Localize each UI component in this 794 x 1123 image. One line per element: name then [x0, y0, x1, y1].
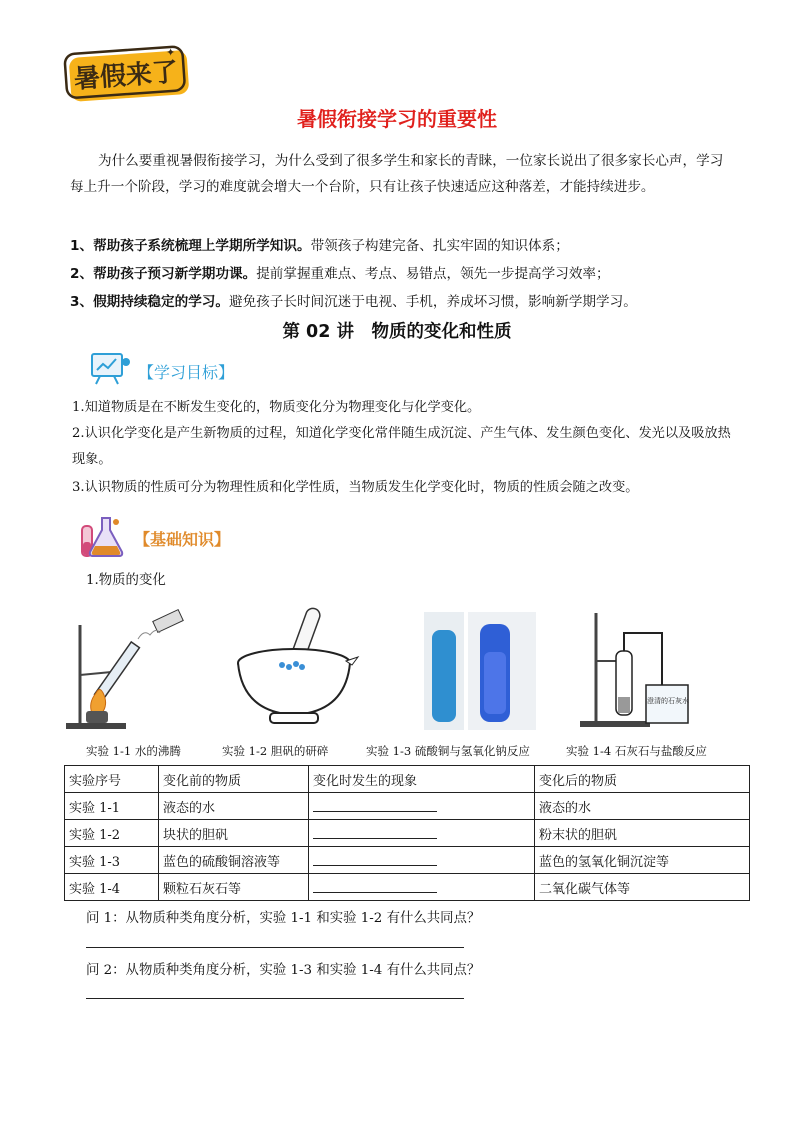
table-cell: 液态的水 — [159, 793, 309, 820]
logo-text: 暑假来了 — [73, 57, 179, 95]
figure-caption-4: 实验 1-4 石灰石与盐酸反应 — [566, 744, 707, 758]
table-header: 实验序号 — [65, 766, 159, 793]
point-rest: 避免孩子长时间沉迷于电视、手机，养成坏习惯，影响新学期学习。 — [229, 294, 637, 310]
point-number: 2、 — [70, 266, 94, 282]
point-number: 1、 — [70, 238, 94, 254]
answer-line-1[interactable] — [86, 947, 464, 948]
boiling-water-illustration — [62, 605, 192, 737]
question-2: 问 2：从物质种类角度分析，实验 1-3 和实验 1-4 有什么共同点？ — [86, 963, 481, 978]
intro-point-2 — [70, 262, 610, 282]
point-number: 3、 — [70, 294, 94, 310]
table-row — [65, 820, 750, 847]
table-cell: 蓝色的硫酸铜溶液等 — [159, 847, 309, 874]
goals-heading — [88, 352, 234, 390]
phenomenon-blank-cell — [309, 874, 535, 901]
svg-text:✦: ✦ — [166, 46, 176, 59]
flask-icon — [78, 512, 128, 564]
table-cell: 二氧化碳气体等 — [535, 874, 750, 901]
intro-point-3 — [70, 290, 637, 310]
point-rest: 提前掌握重难点、考点、易错点，领先一步提高学习效率； — [256, 266, 610, 282]
basics-heading — [78, 512, 230, 564]
answer-blank[interactable] — [313, 824, 437, 839]
figure-caption-2: 实验 1-2 胆矾的研碎 — [222, 744, 329, 758]
figure-caption-3: 实验 1-3 硫酸铜与氢氧化钠反应 — [366, 744, 530, 758]
table-cell: 粉末状的胆矾 — [535, 820, 750, 847]
experiment-table — [64, 765, 750, 901]
point-bold: 假期持续稳定的学习。 — [93, 294, 229, 310]
answer-blank[interactable] — [313, 851, 437, 866]
intro-point-1 — [70, 234, 569, 254]
basics-subheading: 1.物质的变化 — [86, 573, 166, 588]
intro-paragraph: 为什么要重视暑假衔接学习，为什么受到了很多学生和家长的青睐，一位家长说出了很多家长心声，学习每上升一个阶段，学习的难度就会增大一个台阶，只有让孩子快速适应这种落差，才能持续进步。 — [70, 153, 724, 195]
table-cell: 液态的水 — [535, 793, 750, 820]
phenomenon-blank-cell — [309, 847, 535, 874]
goals-label: 【学习目标】 — [138, 362, 235, 382]
copper-sulfate-tubes-photo — [424, 612, 536, 734]
point-bold: 帮助孩子预习新学期功课。 — [93, 266, 257, 282]
table-cell: 蓝色的氢氧化铜沉淀等 — [535, 847, 750, 874]
limewater-label: 澄清的石灰水 — [647, 697, 689, 705]
table-cell: 实验 1-3 — [65, 847, 159, 874]
table-cell: 实验 1-1 — [65, 793, 159, 820]
limestone-acid-apparatus — [578, 605, 716, 733]
table-header: 变化时发生的现象 — [309, 766, 535, 793]
point-rest: 带领孩子构建完备、扎实牢固的知识体系； — [310, 238, 569, 254]
table-header: 变化后的物质 — [535, 766, 750, 793]
goal-item-3: 3.认识物质的性质可分为物理性质和化学性质，当物质发生化学变化时，物质的性质会随之改变。 — [72, 480, 639, 495]
question-1: 问 1：从物质种类角度分析，实验 1-1 和实验 1-2 有什么共同点？ — [86, 911, 481, 926]
table-row — [65, 874, 750, 901]
page-title: 暑假衔接学习的重要性 — [297, 107, 497, 131]
mortar-pestle-illustration — [234, 605, 364, 737]
lecture-title: 第 02 讲 物质的变化和性质 — [282, 322, 512, 342]
table-cell: 实验 1-4 — [65, 874, 159, 901]
goal-item-1: 1.知道物质是在不断发生变化的，物质变化分为物理变化与化学变化。 — [72, 400, 481, 415]
answer-blank[interactable] — [313, 797, 437, 812]
goal-item-2: 2.认识化学变化是产生新物质的过程，知道化学变化常伴随生成沉淀、产生气体、发生颜色变化、发光以及吸放热现象。 — [72, 426, 731, 467]
answer-blank[interactable] — [313, 878, 437, 893]
phenomenon-blank-cell — [309, 793, 535, 820]
table-header-row — [65, 766, 750, 793]
table-header: 变化前的物质 — [159, 766, 309, 793]
table-row — [65, 847, 750, 874]
table-cell: 颗粒石灰石等 — [159, 874, 309, 901]
basics-label: 【基础知识】 — [134, 529, 231, 549]
summer-logo — [62, 44, 194, 104]
figure-caption-1: 实验 1-1 水的沸腾 — [86, 744, 181, 758]
answer-line-2[interactable] — [86, 998, 464, 999]
point-bold: 帮助孩子系统梳理上学期所学知识。 — [93, 238, 311, 254]
table-cell: 块状的胆矾 — [159, 820, 309, 847]
table-row — [65, 793, 750, 820]
table-cell: 实验 1-2 — [65, 820, 159, 847]
presentation-board-icon — [88, 352, 132, 390]
phenomenon-blank-cell — [309, 820, 535, 847]
